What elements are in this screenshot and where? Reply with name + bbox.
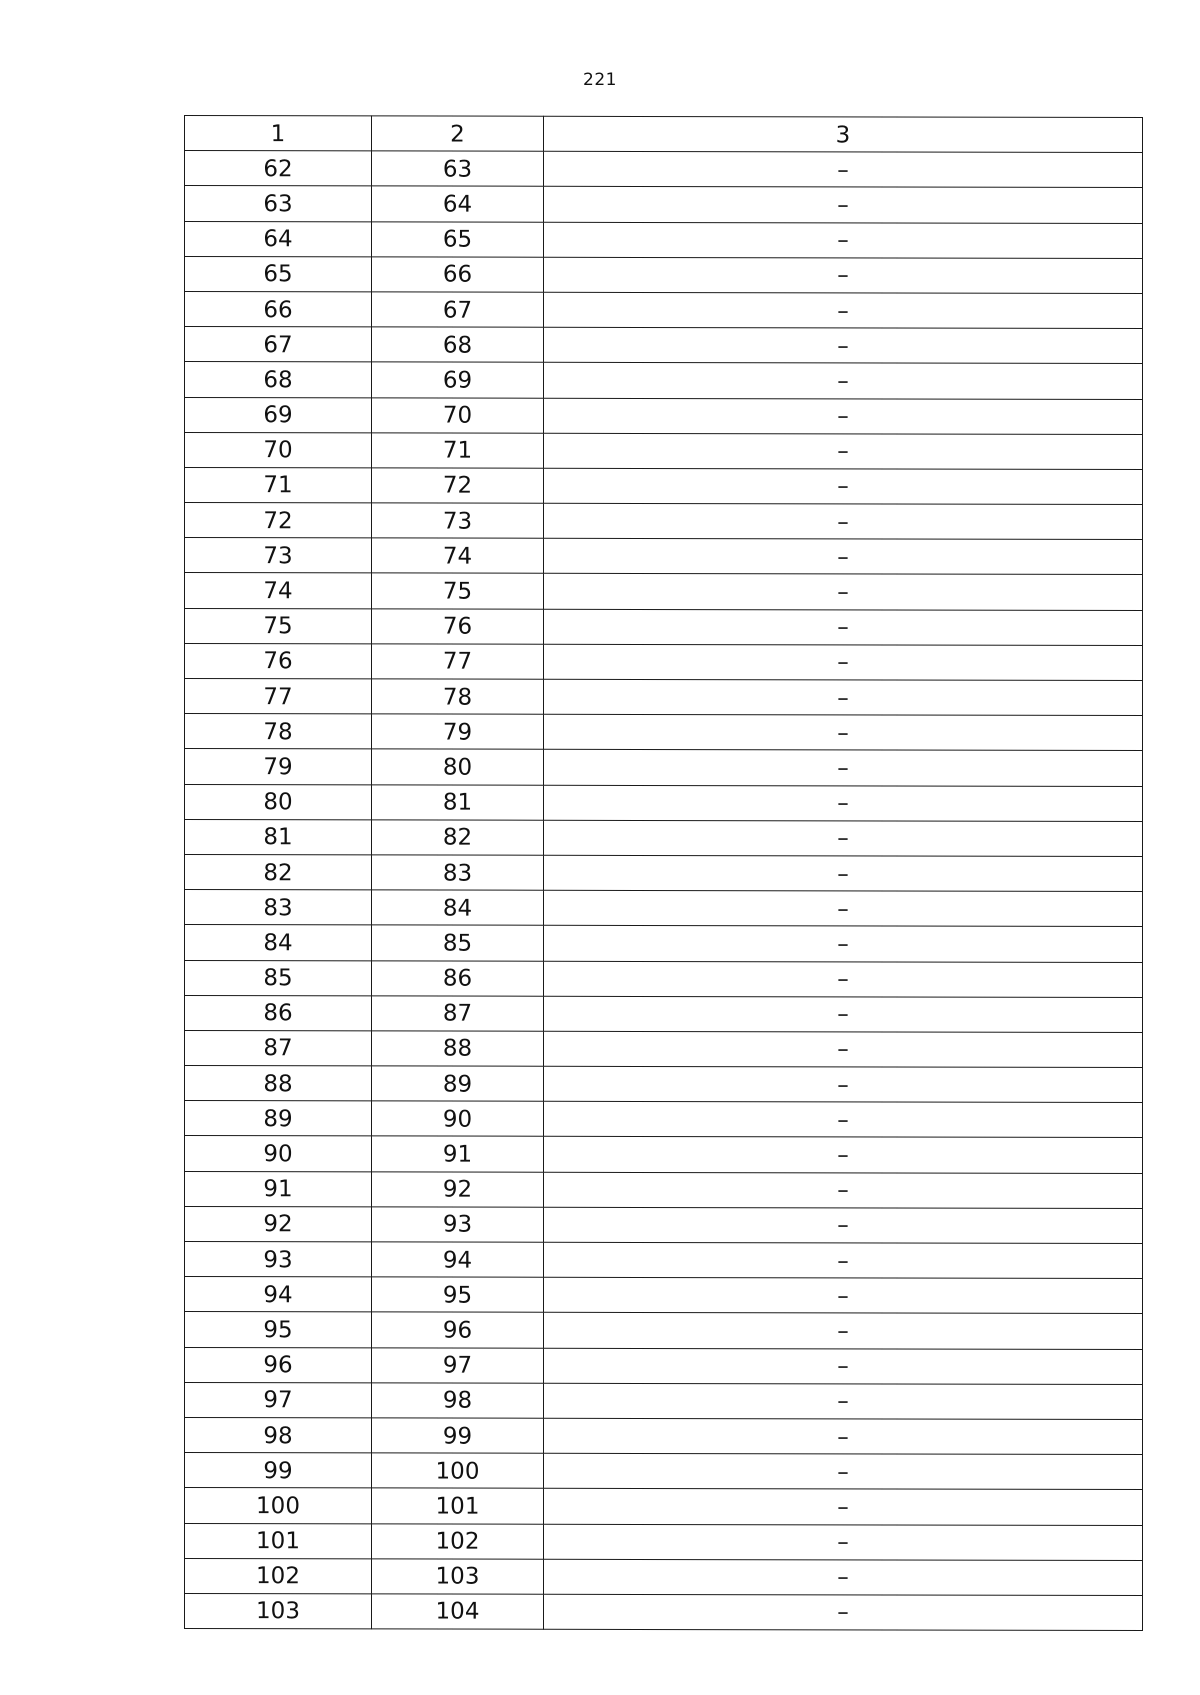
table-cell: 96 — [185, 1347, 372, 1383]
data-table — [184, 115, 1143, 1631]
table-cell: 89 — [185, 1101, 372, 1137]
table-cell: 63 — [185, 186, 372, 222]
table-row — [185, 1206, 1143, 1243]
table-cell: 74 — [372, 538, 544, 574]
table-cell: 95 — [185, 1312, 372, 1348]
table-cell: 85 — [185, 960, 372, 996]
table-cell: 88 — [185, 1066, 372, 1102]
table-cell: 78 — [185, 714, 372, 750]
table-cell: 89 — [372, 1066, 544, 1102]
table-cell: – — [544, 1242, 1143, 1278]
table-cell: 96 — [372, 1312, 544, 1348]
table-cell: – — [544, 961, 1143, 997]
table-cell: 90 — [372, 1101, 544, 1137]
table-cell: 83 — [372, 855, 544, 891]
table-row — [185, 1242, 1143, 1279]
table-cell: 94 — [372, 1242, 544, 1278]
table-cell: 73 — [372, 503, 544, 539]
table-cell: – — [544, 609, 1143, 645]
table-row — [185, 432, 1143, 469]
table-row — [185, 960, 1143, 997]
table-row — [185, 256, 1143, 293]
table-cell: – — [544, 1277, 1143, 1313]
table-cell: 80 — [185, 784, 372, 820]
table-row — [185, 890, 1143, 927]
table-cell: 94 — [185, 1277, 372, 1313]
table-cell: – — [544, 1383, 1143, 1419]
table-cell: – — [544, 1348, 1143, 1384]
table-row — [185, 151, 1143, 188]
table-cell: 102 — [372, 1523, 544, 1559]
table-cell: – — [544, 222, 1143, 258]
table-cell: 70 — [372, 397, 544, 433]
table-cell: 76 — [185, 643, 372, 679]
table-cell: – — [544, 1594, 1143, 1630]
table-cell: – — [544, 1102, 1143, 1138]
table-cell: 83 — [185, 890, 372, 926]
table-cell: 86 — [185, 995, 372, 1031]
table-row — [185, 1136, 1143, 1173]
table-cell: – — [544, 750, 1143, 786]
table-cell: – — [544, 398, 1143, 434]
table-cell: 82 — [372, 820, 544, 856]
table-cell: – — [544, 1418, 1143, 1454]
table-header-row — [185, 116, 1143, 153]
table-row — [185, 749, 1143, 786]
table-cell: 81 — [372, 784, 544, 820]
table-cell: – — [544, 151, 1143, 187]
table-row — [185, 503, 1143, 540]
table-row — [185, 819, 1143, 856]
table-cell: 97 — [372, 1347, 544, 1383]
table-row — [185, 467, 1143, 504]
table-cell: 70 — [185, 432, 372, 468]
table-cell: 73 — [185, 538, 372, 574]
column-header: 1 — [185, 116, 372, 152]
table-cell: 79 — [185, 749, 372, 785]
table-cell: 75 — [185, 608, 372, 644]
table-row — [185, 1030, 1143, 1067]
table-cell: 66 — [372, 257, 544, 293]
table-cell: 77 — [185, 679, 372, 715]
table-cell: 69 — [372, 362, 544, 398]
table-cell: – — [544, 714, 1143, 750]
table-cell: 82 — [185, 854, 372, 890]
table-row — [185, 643, 1143, 680]
table-cell: 80 — [372, 749, 544, 785]
table-cell: – — [544, 1489, 1143, 1525]
table-cell: 87 — [185, 1030, 372, 1066]
table-cell: – — [544, 1313, 1143, 1349]
table-cell: – — [544, 292, 1143, 328]
table-cell: 74 — [185, 573, 372, 609]
table-cell: 101 — [185, 1523, 372, 1559]
table-cell: 78 — [372, 679, 544, 715]
table-cell: – — [544, 1172, 1143, 1208]
table-row — [185, 538, 1143, 575]
table-row — [185, 1347, 1143, 1384]
table-cell: 104 — [372, 1594, 544, 1630]
table-row — [185, 1382, 1143, 1419]
table-cell: 68 — [185, 362, 372, 398]
table-cell: – — [544, 539, 1143, 575]
table-cell: – — [544, 433, 1143, 469]
table-cell: 65 — [372, 221, 544, 257]
table-cell: – — [544, 996, 1143, 1032]
table-cell: – — [544, 926, 1143, 962]
table-cell: 64 — [185, 221, 372, 257]
table-cell: 65 — [185, 256, 372, 292]
table-row — [185, 1171, 1143, 1208]
table-cell: 97 — [185, 1382, 372, 1418]
table-row — [185, 1312, 1143, 1349]
table-cell: – — [544, 679, 1143, 715]
table-cell: 92 — [185, 1206, 372, 1242]
table-cell: 100 — [185, 1488, 372, 1524]
table-cell: 75 — [372, 573, 544, 609]
table-cell: 66 — [185, 291, 372, 327]
table-header — [185, 116, 1143, 153]
table-cell: – — [544, 1524, 1143, 1560]
table-cell: – — [544, 1453, 1143, 1489]
table-row — [185, 854, 1143, 891]
table-cell: 67 — [185, 327, 372, 363]
table-row — [185, 221, 1143, 258]
table-cell: – — [544, 644, 1143, 680]
table-cell: – — [544, 363, 1143, 399]
table-row — [185, 362, 1143, 399]
table-cell: 81 — [185, 819, 372, 855]
table-cell: – — [544, 890, 1143, 926]
table-cell: 62 — [185, 151, 372, 187]
table-cell: 98 — [372, 1383, 544, 1419]
table-cell: 100 — [372, 1453, 544, 1489]
table-cell: 63 — [372, 151, 544, 187]
table-row — [185, 608, 1143, 645]
table-row — [185, 679, 1143, 716]
table-cell: – — [544, 1031, 1143, 1067]
table-cell: 71 — [372, 433, 544, 469]
table-row — [185, 1277, 1143, 1314]
table-body — [185, 151, 1143, 1631]
table-cell: 93 — [185, 1242, 372, 1278]
table-cell: – — [544, 468, 1143, 504]
table-cell: 77 — [372, 644, 544, 680]
table-cell: – — [544, 820, 1143, 856]
table-cell: 87 — [372, 996, 544, 1032]
table-cell: – — [544, 257, 1143, 293]
table-row — [185, 1593, 1143, 1630]
table-row — [185, 995, 1143, 1032]
table-row — [185, 1488, 1143, 1525]
table-cell: 86 — [372, 960, 544, 996]
table-cell: 93 — [372, 1207, 544, 1243]
table-cell: – — [544, 1207, 1143, 1243]
table-cell: 103 — [372, 1559, 544, 1595]
table-row — [185, 925, 1143, 962]
table-row — [185, 1417, 1143, 1454]
column-header: 2 — [372, 116, 544, 152]
table-cell: 103 — [185, 1593, 372, 1629]
table-row — [185, 186, 1143, 223]
table-row — [185, 784, 1143, 821]
table-cell: 95 — [372, 1277, 544, 1313]
table-cell: 72 — [372, 468, 544, 504]
table-row — [185, 1101, 1143, 1138]
table-cell: 98 — [185, 1417, 372, 1453]
table-row — [185, 327, 1143, 364]
table-cell: – — [544, 1137, 1143, 1173]
table-cell: 79 — [372, 714, 544, 750]
table-cell: 102 — [185, 1558, 372, 1594]
table-cell: – — [544, 574, 1143, 610]
table-cell: 91 — [372, 1136, 544, 1172]
table-row — [185, 1523, 1143, 1560]
table-cell: 85 — [372, 925, 544, 961]
table-cell: – — [544, 1066, 1143, 1102]
table-cell: 84 — [185, 925, 372, 961]
table-cell: 99 — [185, 1453, 372, 1489]
table-cell: 101 — [372, 1488, 544, 1524]
table-cell: 67 — [372, 292, 544, 328]
table-cell: 72 — [185, 503, 372, 539]
table-cell: 92 — [372, 1172, 544, 1208]
table-row — [185, 1558, 1143, 1595]
table-cell: – — [544, 785, 1143, 821]
table-cell: 88 — [372, 1031, 544, 1067]
table-row — [185, 397, 1143, 434]
table-cell: – — [544, 503, 1143, 539]
page-number: 221 — [583, 70, 617, 90]
table-cell: 64 — [372, 186, 544, 222]
column-header: 3 — [544, 116, 1143, 152]
table-cell: 71 — [185, 467, 372, 503]
table-cell: – — [544, 1559, 1143, 1595]
table-row — [185, 291, 1143, 328]
table-row — [185, 573, 1143, 610]
table-cell: 99 — [372, 1418, 544, 1454]
table-cell: – — [544, 855, 1143, 891]
table-cell: 91 — [185, 1171, 372, 1207]
table-cell: 90 — [185, 1136, 372, 1172]
table-row — [185, 1066, 1143, 1103]
table-cell: 69 — [185, 397, 372, 433]
table-row — [185, 714, 1143, 751]
table-cell: 68 — [372, 327, 544, 363]
table-cell: – — [544, 187, 1143, 223]
table-cell: – — [544, 327, 1143, 363]
table-row — [185, 1453, 1143, 1490]
table-cell: 76 — [372, 609, 544, 645]
table-cell: 84 — [372, 890, 544, 926]
